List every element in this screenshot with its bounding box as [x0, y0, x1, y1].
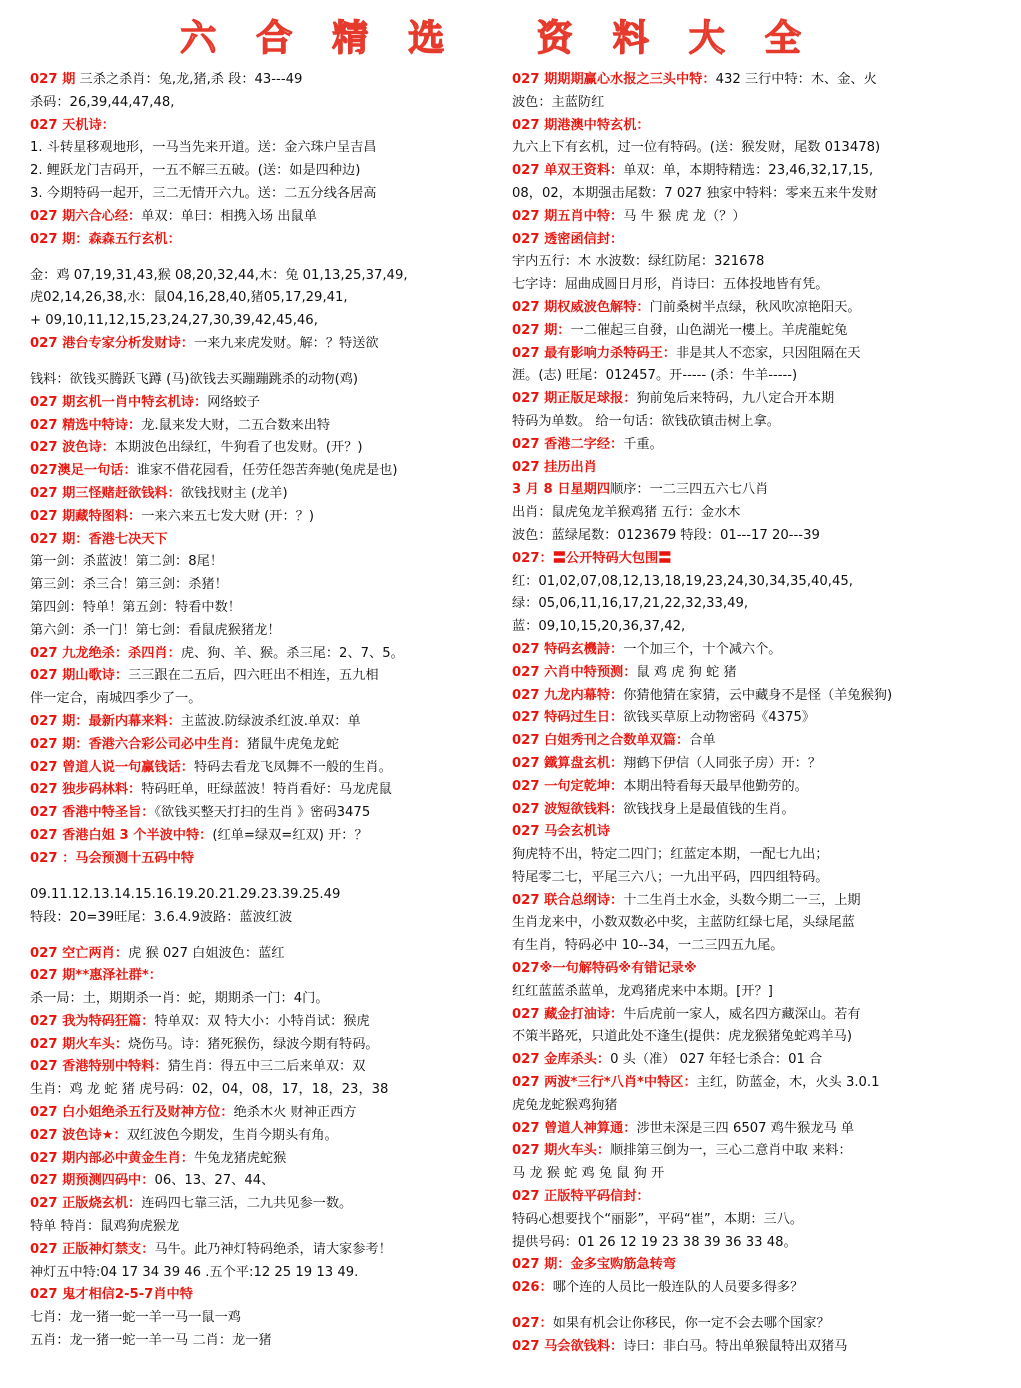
line-text: 马牛。此乃神灯特码绝杀，请大家参考！	[154, 1241, 392, 1257]
text-line	[512, 344, 992, 364]
text-line	[30, 507, 505, 527]
line-text: 哪个连的人员比一般连队的人员要多得多？	[552, 1280, 804, 1296]
line-text: 七字诗：屈曲成圆日月形，肖诗曰：五体投地皆有凭。	[512, 277, 829, 293]
text-line	[512, 389, 992, 409]
line-heading: 027 期：金多宝购筋急转弯	[512, 1257, 676, 1273]
text-line	[30, 826, 505, 846]
line-text: 涯。(志) 旺尾：012457。开----- (杀：牛羊-----)	[512, 368, 798, 384]
line-text: 欲钱买草原上动物密码《4375》	[623, 710, 816, 726]
line-text: 主蓝波.防绿波杀红波.单双：单	[180, 713, 361, 729]
text-line	[512, 549, 992, 569]
line-heading: 027 联合总纲诗：	[512, 892, 624, 908]
line-text: 如果有机会让你移民，你一定不会去哪个国家？	[552, 1316, 830, 1332]
text-line	[30, 461, 505, 481]
text-line	[30, 416, 505, 436]
text-line	[30, 1035, 505, 1055]
line-text: 猪鼠牛虎兔龙蛇	[246, 736, 340, 752]
text-line	[512, 822, 992, 842]
line-heading: 027 九龙内幕特：	[512, 687, 624, 703]
line-text: 特单 特肖：鼠鸡狗虎猴龙	[30, 1219, 180, 1235]
line-heading: 027 期内部必中黄金生肖：	[30, 1150, 194, 1166]
line-heading: 027 期：香港六合彩公司必中生肖：	[30, 736, 247, 752]
line-heading: 026：	[512, 1280, 553, 1296]
text-line	[30, 1240, 505, 1260]
text-line	[512, 321, 992, 341]
line-heading: 027 期正版足球报：	[512, 391, 637, 407]
text-line	[512, 891, 992, 911]
line-heading: 027 特码玄機詩：	[512, 641, 624, 657]
text-line	[512, 252, 992, 272]
line-text: 提供号码：01 26 12 19 23 38 39 36 33 48。	[512, 1234, 797, 1250]
line-heading: 027 香港特别中特料：	[30, 1059, 168, 1075]
line-text: 本期出特看每天最早他勤劳的。	[623, 778, 808, 794]
line-heading: 027 鐵算盘玄机：	[512, 755, 624, 771]
line-text: 特码心想要找个“丽影”，平码“崔”，本期：三八。	[512, 1211, 804, 1227]
line-heading: 027 期预测四码中：	[30, 1173, 155, 1189]
line-text: 连码四七靠三活，二九共见参一数。	[141, 1196, 353, 1212]
line-heading: 027 期：最新内幕来料：	[30, 713, 181, 729]
text-line	[30, 230, 505, 250]
text-line	[512, 1005, 992, 1025]
text-line	[30, 644, 505, 664]
text-line	[30, 370, 505, 390]
line-text: 宇内五行：木 水波数：绿红防尾：321678	[512, 254, 765, 270]
line-heading: 027 正版特平码信封：	[512, 1189, 650, 1205]
line-text: 十二生肖土水金，头数今期二一三，上期	[623, 892, 861, 908]
text-line	[30, 530, 505, 550]
text-line	[30, 989, 505, 1009]
line-heading: 027 香港二字经：	[512, 436, 624, 452]
line-text: 伴一定合，南城四季少了一。	[30, 691, 202, 707]
text-line	[512, 1233, 992, 1253]
line-heading: 027 期权威波色解特：	[512, 299, 650, 315]
text-line	[512, 298, 992, 318]
text-line	[512, 366, 992, 386]
line-heading: 027 香港白姐 3 个半波中特：	[30, 827, 213, 843]
text-line	[512, 1050, 992, 1070]
text-line	[30, 393, 505, 413]
line-heading: 027 鬼才相信2-5-7肖中特	[30, 1287, 193, 1303]
line-text: 第四剑：特单！第五剑：特看中数！	[30, 599, 241, 615]
line-text: 非是其人不恋家，只因阻隔在天	[676, 345, 861, 361]
text-line	[512, 1096, 992, 1116]
text-line	[512, 845, 992, 865]
line-text: 06、13、27、44、	[154, 1173, 275, 1189]
text-line	[30, 944, 505, 964]
text-line	[512, 936, 992, 956]
line-heading: 027 期火车头：	[30, 1036, 129, 1052]
line-heading: 027 期六合心经：	[30, 208, 142, 224]
line-text: (红单=绿双=红双) 开：？	[212, 827, 368, 843]
line-heading: 027 期五肖中特：	[512, 208, 624, 224]
line-text: 一来九来虎发财。解：？特送欲	[194, 335, 379, 351]
line-text: 本期波色出绿红，牛狗看了也发财。(开？)	[114, 440, 363, 456]
text-line	[30, 116, 505, 136]
line-text: 09.11.12.13.14.15.16.19.20.21.29.23.39.25.49	[30, 886, 341, 902]
text-line	[30, 908, 505, 928]
text-line	[30, 207, 505, 227]
line-heading: 027 ：马会预测十五码中特	[30, 850, 194, 866]
line-text: 绝杀木火 财神正西方	[233, 1105, 357, 1121]
line-text: 一二催起三自發，山色湖光一樓上。羊虎龍蛇兔	[570, 322, 848, 338]
line-text: 猜生肖：得五中三二后来单双：双	[167, 1059, 366, 1075]
text-line	[512, 617, 992, 637]
text-line	[30, 138, 505, 158]
line-text: 虎02,14,26,38,水：鼠04,16,28,40,猪05,17,29,41,	[30, 290, 348, 306]
text-line	[30, 1126, 505, 1146]
text-line	[512, 116, 992, 136]
text-line	[512, 1255, 992, 1275]
line-text: 金：鸡 07,19,31,43,猴 08,20,32,44,木：兔 01,13,25,37,49,	[30, 267, 408, 283]
text-line	[30, 1171, 505, 1191]
line-text: 狗虎特不出，特定二四门；红蓝定本期，一配七九出；	[512, 847, 829, 863]
line-text: 0 头（准） 027 年轻七杀合：01 合	[610, 1052, 823, 1068]
line-heading: 027 透密函信封：	[512, 231, 624, 247]
text-line	[512, 982, 992, 1002]
text-line	[512, 230, 992, 250]
line-heading: 027 马会欲钱料：	[512, 1339, 624, 1355]
line-text: 鼠 鸡 虎 狗 蛇 猪	[636, 664, 737, 680]
line-text: 主红，防蓝金，木，火头 3.0.1	[696, 1075, 880, 1091]
line-heading: 027 波短欲钱料：	[512, 801, 624, 817]
text-line	[30, 1194, 505, 1214]
line-text: 第三剑：杀三合！第三剑：杀猪！	[30, 577, 228, 593]
line-heading: 027 六肖中特预测：	[512, 664, 637, 680]
text-line	[30, 575, 505, 595]
text-line	[512, 412, 992, 432]
text-line	[512, 754, 992, 774]
text-line	[30, 288, 505, 308]
line-text: 特单双：双 特大小：小特肖试：猴虎	[154, 1013, 370, 1029]
line-text: 马 龙 猴 蛇 鸡 兔 鼠 狗 开	[512, 1166, 665, 1182]
line-text: 三三跟在二五后，四六旺出不相连，五九相	[128, 668, 379, 684]
text-line	[30, 735, 505, 755]
line-heading: 027 天机诗：	[30, 117, 115, 133]
text-line	[30, 712, 505, 732]
line-text: 特码去看龙飞凤舞不一般的生肖。	[194, 759, 392, 775]
line-text: 特尾零二七，平尾三六八；一九出平码，四四组特码。	[512, 869, 829, 885]
line-heading: 027 期玄机一肖中特玄机诗：	[30, 394, 208, 410]
text-line	[512, 868, 992, 888]
line-text: 不策半路死，只道此处不逢生(提供：虎龙猴猪兔蛇鸡羊马)	[512, 1029, 852, 1045]
line-text: 门前桑树半点绿，秋风吹凉艳阳天。	[649, 299, 861, 315]
line-text: 《欲钱买整天打扫的生肖 》密码3475	[154, 805, 371, 821]
line-heading: 027 港台专家分析发财诗：	[30, 335, 194, 351]
line-text: 2. 鲤跃龙门吉码开，一五不解三五破。(送：如是四种边)	[30, 163, 361, 179]
text-line	[30, 1057, 505, 1077]
text-line	[512, 184, 992, 204]
text-line	[30, 334, 505, 354]
text-line	[30, 1285, 505, 1305]
text-line	[512, 480, 992, 500]
text-line	[512, 526, 992, 546]
line-text: 牛后虎前一家人，威名四方藏深山。若有	[623, 1006, 861, 1022]
text-line	[512, 1141, 992, 1161]
line-heading: 027 期**惠泽社群*：	[30, 968, 162, 984]
line-heading: 027 马会玄机诗	[512, 824, 611, 840]
text-line	[30, 849, 505, 869]
text-line	[512, 1210, 992, 1230]
line-heading: 027 特码过生日：	[512, 710, 624, 726]
text-line	[30, 311, 505, 331]
line-text: 一来六来五七发大财 (开：？)	[141, 508, 314, 524]
line-text: 五肖：龙一猪一蛇一羊一马 二肖：龙一猪	[30, 1333, 272, 1349]
line-text: 单双：单曰：相携入场 出鼠单	[141, 208, 317, 224]
text-line	[30, 598, 505, 618]
line-text: 3. 今期特码一起开，三二无情开六九。送：二五分线各居高	[30, 185, 377, 201]
line-text: 九六上下有玄机，过一位有特码。(送：猴发财，尾数 013478)	[512, 140, 881, 156]
line-text: 虎 猴 027 白姐波色：蓝红	[128, 945, 285, 961]
line-text: 一个加三个，十个减六个。	[623, 641, 782, 657]
text-line	[30, 1080, 505, 1100]
line-heading: 027 单双王资料：	[512, 163, 624, 179]
line-text: 三杀之杀肖：兔,龙,猪,杀 段：43---49	[75, 72, 303, 87]
line-text: 红红蓝蓝杀蓝单，龙鸡猪虎来中本期。[开？]	[512, 983, 773, 999]
line-heading: 027 曾道人神算通：	[512, 1120, 637, 1136]
line-text: 红：01,02,07,08,12,13,18,19,23,24,30,34,35,40,45,	[512, 573, 853, 589]
line-heading: 027 曾道人说一句赢钱话：	[30, 759, 194, 775]
line-heading: 027 期期期赢心水报之三头中特：	[512, 72, 716, 87]
left-column	[30, 70, 505, 1354]
line-text: 1. 斗转星移观地形，一马当先来开道。送：金六珠户呈吉昌	[30, 140, 377, 156]
line-text: 神灯五中特:04 17 34 39 46 .五个平:12 25 19 13 49.	[30, 1264, 359, 1280]
text-line	[512, 1164, 992, 1184]
text-line	[30, 780, 505, 800]
text-line	[30, 1331, 505, 1351]
text-line	[30, 70, 505, 90]
line-text: 杀码：26,39,44,47,48,	[30, 94, 175, 110]
text-line	[512, 1278, 992, 1298]
text-line	[512, 1187, 992, 1207]
line-text: 有生肖，特码必中 10--34，一二三四五九尾。	[512, 938, 784, 954]
text-line	[512, 207, 992, 227]
line-heading: 027 白小姐绝杀五行及财神方位：	[30, 1105, 234, 1121]
text-line	[512, 70, 992, 90]
line-heading: 027 香港中特圣旨：	[30, 805, 155, 821]
line-heading: 027 期：森森五行玄机：	[30, 231, 181, 247]
line-text: 龙.鼠来发大财，二五合数来出特	[141, 417, 331, 433]
text-line	[512, 1119, 992, 1139]
line-text: 432 三行中特：木、金、火	[715, 72, 877, 87]
text-line	[512, 435, 992, 455]
text-line	[512, 686, 992, 706]
line-heading: 027 期山歌诗：	[30, 668, 129, 684]
line-heading: 027 期	[30, 72, 76, 87]
line-text: 顺排第三倒为一，三心二意肖中取 来料：	[610, 1143, 852, 1159]
line-text: 特码为单数。 给一句话：欲钱砍镇击树上拿。	[512, 413, 780, 429]
text-line	[512, 663, 992, 683]
text-line	[30, 184, 505, 204]
text-line	[512, 572, 992, 592]
text-line	[30, 484, 505, 504]
right-column	[512, 70, 992, 1360]
line-text: 第六剑：杀一门！第七剑：看鼠虎猴猪龙！	[30, 622, 281, 638]
line-text: 翔鹤下伊信（人同张子房）开：？	[623, 755, 822, 771]
line-heading: 027 正版神灯禁支：	[30, 1241, 155, 1257]
line-heading: 027 波色诗：	[30, 440, 115, 456]
line-text: 波色：主蓝防红	[512, 94, 605, 110]
line-text: 蓝：09,10,15,20,36,37,42,	[512, 619, 686, 635]
line-text: 特码旺单，旺绿蓝波！特肖看好：马龙虎鼠	[141, 782, 392, 798]
line-heading: 027 波色诗★：	[30, 1127, 127, 1143]
line-heading: 027 九龙绝杀：杀四肖：	[30, 645, 181, 661]
line-heading: 027 一句定乾坤：	[512, 778, 624, 794]
text-line	[512, 800, 992, 820]
line-heading: 027 期火车头：	[512, 1143, 611, 1159]
line-text: 虎、狗、羊、猴。杀三尾：2、7、5。	[180, 645, 404, 661]
line-text: 七肖：龙一猪一蛇一羊一马一鼠一鸡	[30, 1310, 241, 1326]
line-text: 绿：05,06,11,16,17,21,22,32,33,49,	[512, 596, 749, 612]
line-text: 谁家不借花园看，任劳任怨苦奔驰(兔虎是也)	[136, 463, 398, 479]
line-heading: 027 金库杀头：	[512, 1052, 611, 1068]
text-line	[512, 731, 992, 751]
text-line	[512, 275, 992, 295]
line-text: 单双：单，本期特精选：23,46,32,17,15,	[623, 163, 874, 179]
line-heading: 027 期：香港七决天下	[30, 531, 168, 547]
text-line	[30, 266, 505, 286]
line-text: 生肖龙来中，小数双数必中奖，主蓝防红绿七尾，头绿尾蓝	[512, 915, 855, 931]
text-line	[30, 1217, 505, 1237]
line-text: 第一剑：杀蓝波！第二剑：8尾！	[30, 554, 224, 570]
line-text: 虎兔龙蛇猴鸡狗猪	[512, 1097, 618, 1113]
line-text: 狗前兔后来特码，九八定合开本期	[636, 391, 835, 407]
text-line	[512, 1027, 992, 1047]
text-line	[30, 666, 505, 686]
line-text: 08，02，本期强击尾数：7 027 独家中特料：零来五来牛发财	[512, 185, 878, 201]
line-heading: 027：	[512, 1316, 553, 1332]
text-line	[512, 161, 992, 181]
text-line	[512, 1073, 992, 1093]
line-text: 千重。	[623, 436, 663, 452]
line-heading: 027 独步码林料：	[30, 782, 142, 798]
text-line	[512, 640, 992, 660]
text-line	[30, 1103, 505, 1123]
line-text: 顺序：一二三四五六七八肖	[610, 482, 769, 498]
text-line	[30, 93, 505, 113]
line-heading: 027 白姐秀刊之合数单双篇：	[512, 733, 690, 749]
line-text: 生肖：鸡 龙 蛇 猪 虎号码：02，04，08，17，18，23，38	[30, 1082, 389, 1098]
line-heading: 027 期三怪赌赶欲钱料：	[30, 485, 181, 501]
line-text: 涉世未深是三四 6507 鸡牛猴龙马 单	[636, 1120, 855, 1136]
text-line	[30, 885, 505, 905]
line-heading: 027 空亡两肖：	[30, 945, 129, 961]
text-line	[512, 1314, 992, 1334]
line-heading: 027：〓公开特码大包围〓	[512, 550, 672, 566]
text-line	[512, 93, 992, 113]
line-heading: 027 正版烧玄机：	[30, 1196, 142, 1212]
text-line	[30, 621, 505, 641]
text-line	[30, 438, 505, 458]
line-heading: 027 期港澳中特玄机：	[512, 117, 650, 133]
text-line	[30, 803, 505, 823]
line-text: 欲钱找身上是最值钱的生肖。	[623, 801, 795, 817]
text-line	[30, 758, 505, 778]
text-line	[30, 1012, 505, 1032]
line-text: 网络蛟子	[207, 394, 260, 410]
text-line	[512, 959, 992, 979]
text-line	[30, 1263, 505, 1283]
line-heading: 027 最有影响力杀特码王：	[512, 345, 676, 361]
line-heading: 027 挂历出肖	[512, 459, 597, 475]
line-text: 特段：20=39旺尾：3.6.4.9波路：蓝波红波	[30, 909, 293, 925]
text-line	[512, 708, 992, 728]
text-line	[30, 689, 505, 709]
line-heading: 027澳足一句话：	[30, 463, 137, 479]
line-text: 诗曰：非白马。特出单猴鼠特出双猪马	[623, 1339, 848, 1355]
line-heading: 027 我为特码狂篇：	[30, 1013, 155, 1029]
line-text: 欲钱找财主 (龙羊)	[180, 485, 288, 501]
line-text: 烧伤马。诗：猪死猴伤，绿波今期有特码。	[128, 1036, 379, 1052]
text-line	[512, 138, 992, 158]
text-line	[30, 552, 505, 572]
text-line	[30, 1308, 505, 1328]
line-text: + 09,10,11,12,15,23,24,27,30,39,42,45,46,	[30, 313, 318, 329]
line-text: 牛兔龙猪虎蛇猴	[194, 1150, 287, 1166]
line-heading: 027 期藏特图料：	[30, 508, 142, 524]
line-text: 马 牛 猴 虎 龙（？）	[623, 208, 746, 224]
line-text: 合单	[689, 733, 716, 749]
text-line	[512, 777, 992, 797]
text-line	[512, 594, 992, 614]
text-line	[30, 966, 505, 986]
line-heading: 027※一句解特码※有错记录※	[512, 961, 697, 977]
line-heading: 027 两波*三行*八肖*中特区：	[512, 1075, 697, 1091]
line-text: 双红波色今期发，生肖今期头有角。	[126, 1127, 338, 1143]
text-line	[512, 503, 992, 523]
text-line	[512, 458, 992, 478]
line-heading: 027 藏金打油诗：	[512, 1006, 624, 1022]
text-line	[30, 161, 505, 181]
line-text: 出肖：鼠虎兔龙羊猴鸡猪 五行：金水木	[512, 505, 741, 521]
line-text: 波色：蓝绿尾数：0123679 特段：01---17 20---39	[512, 527, 820, 543]
line-text: 你猜他猜在家猜，云中藏身不是怪（羊兔猴狗)	[623, 687, 893, 703]
page-title: 六合精选 资料大全	[180, 17, 841, 59]
line-text: 杀一局：土，期期杀一肖：蛇，期期杀一门：4门。	[30, 991, 329, 1007]
line-heading: 027 精选中特诗：	[30, 417, 142, 433]
text-line	[30, 1149, 505, 1169]
text-line	[512, 1337, 992, 1357]
line-text: 钱料：欲钱买腾跃飞蹲 (马)欲钱去买蹦蹦跳杀的动物(鸡)	[30, 371, 359, 387]
line-heading: 3 月 8 日星期四	[512, 482, 611, 498]
line-heading: 027 期：	[512, 322, 571, 338]
text-line	[512, 913, 992, 933]
